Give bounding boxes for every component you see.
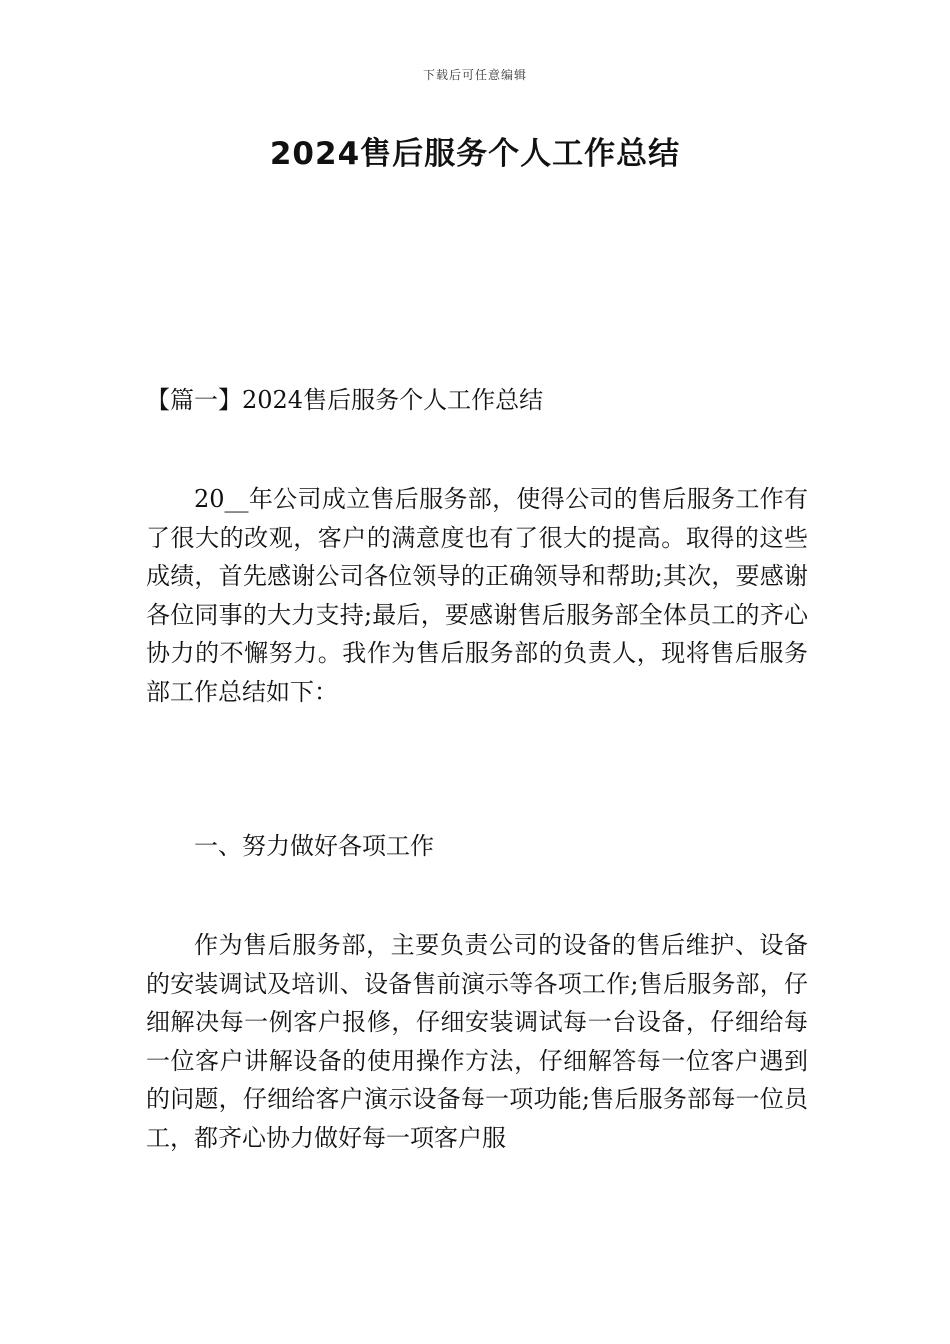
body-paragraph-2: 作为售后服务部，主要负责公司的设备的售后维护、设备的安装调试及培训、设备售前演示等各项工作;售后服务部，仔细解决每一例客户报修，仔细安装调试每一台设备，仔细给每一位客户讲解设备的使用操作方法，仔细解答每一位客户遇到的问题，仔细给客户演示设备每一项功能;售后服务部每一位员工，都齐心协力做好每一项客户服 xyxy=(146,931,808,1152)
section-heading: 【篇一】2024售后服务个人工作总结 xyxy=(146,386,544,414)
document-title: 2024售后服务个人工作总结 xyxy=(269,136,681,172)
body-paragraph-1: 20__年公司成立售后服务部，使得公司的售后服务工作有了很大的改观，客户的满意度也有了很大的提高。取得的这些成绩，首先感谢公司各位领导的正确领导和帮助;其次，要感谢各位同事的大力支持;最后，要感谢售后服务部全体员工的齐心协力的不懈努力。我作为售后服务部的负责人，现将售后服务部工作总结如下： xyxy=(146,485,808,706)
sub-heading-1: 一、努力做好各项工作 xyxy=(194,832,434,860)
header-note: 下载后可任意编辑 xyxy=(422,68,527,82)
